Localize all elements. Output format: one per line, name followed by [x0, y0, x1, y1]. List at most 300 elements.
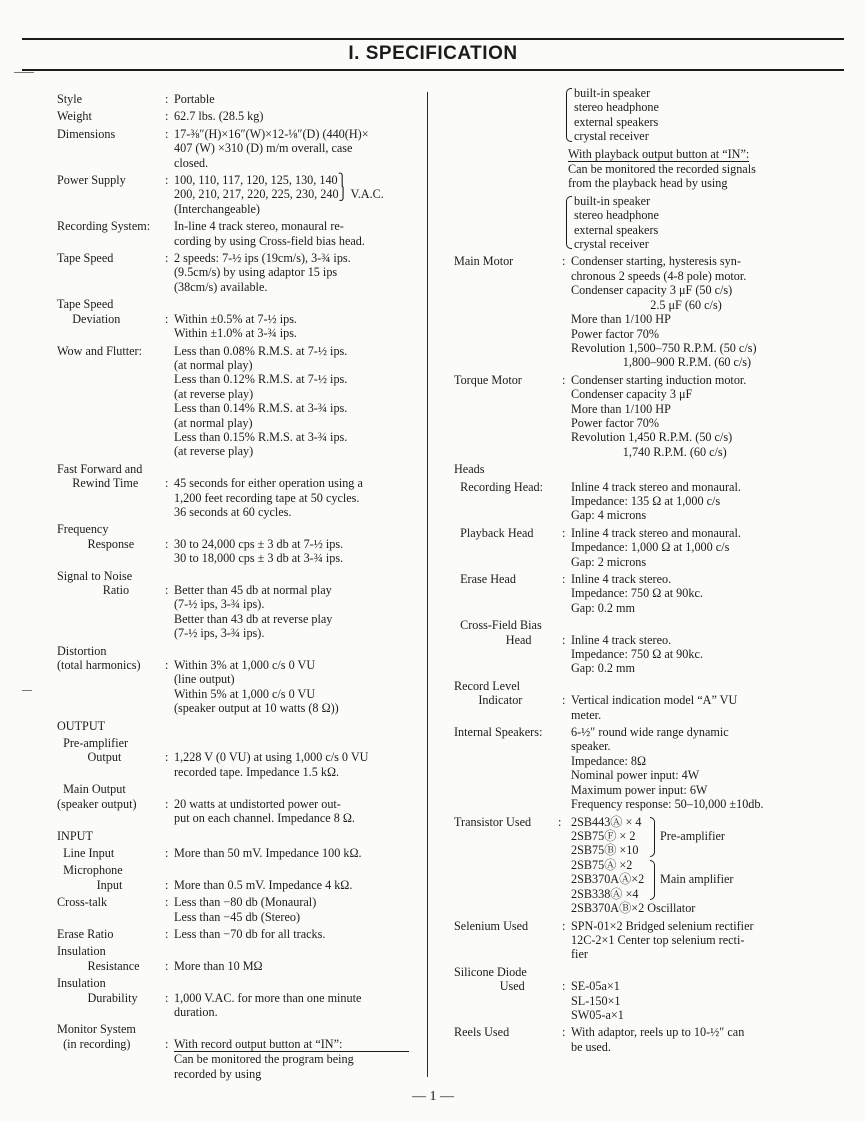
- spec-separator: :: [165, 1036, 169, 1051]
- spec-separator: :: [562, 254, 566, 269]
- list-item: external speakers: [574, 222, 659, 237]
- spec-label-line: Microphone: [57, 863, 123, 878]
- section-heading: OUTPUT: [57, 718, 106, 733]
- spec-separator: :: [165, 582, 169, 597]
- spec-row: [454, 526, 806, 569]
- spec-row: [454, 572, 806, 615]
- spec-row: [57, 1022, 409, 1081]
- transistor-item: 2SB75Ⓑ ×10: [571, 843, 639, 858]
- spec-label-line: Silicone Diode: [454, 964, 527, 979]
- spec-value-line: Revolution 1,450 R.P.M. (50 c/s): [571, 430, 733, 445]
- spec-row: [57, 297, 409, 340]
- title-bottom-rule: [22, 69, 844, 71]
- spec-label: [57, 976, 138, 1005]
- spec-value-line: SPN-01×2 Bridged selenium rectifier: [571, 918, 754, 933]
- spec-label-line: Ratio: [57, 583, 130, 597]
- list-item: external speakers: [574, 114, 659, 129]
- spec-label: [57, 109, 92, 123]
- spec-label-line: Recording Head:: [454, 479, 544, 494]
- spec-value-line: 1,000 V.AC. for more than one minute: [174, 990, 362, 1005]
- group-label: Main amplifier: [660, 871, 734, 886]
- spec-label-line: Record Level: [454, 678, 520, 693]
- spec-label-line: Tape Speed: [57, 297, 114, 312]
- spec-value-line: 200, 210, 217, 220, 225, 230, 240⎭ V.A.C.: [174, 187, 384, 202]
- spec-value-line: Can be monitored the program being: [174, 1052, 354, 1067]
- transistor-item: 2SB338Ⓐ ×4: [571, 886, 639, 901]
- spec-label: [454, 1025, 509, 1039]
- spec-value-line: Less than 0.12% R.M.S. at 7-½ ips.: [174, 372, 348, 387]
- spec-value-line: [174, 569, 409, 583]
- spec-label-line: Recording System:: [57, 219, 151, 234]
- spec-row: [57, 251, 409, 294]
- spec-value-line: Impedance: 750 Ω at 90kc.: [571, 586, 703, 601]
- spec-label-line: Line Input: [57, 845, 115, 860]
- spec-label: [57, 344, 142, 358]
- spec-value-line: [571, 679, 806, 693]
- spec-value: [174, 127, 409, 170]
- spec-label: [454, 254, 513, 268]
- spec-label-line: Resistance: [57, 958, 140, 973]
- spec-value-line: 1,200 feet recording tape at 50 cycles.: [174, 490, 360, 505]
- list-item: built-in speaker: [574, 86, 651, 100]
- spec-value-line: [174, 297, 409, 311]
- spec-label-line: Reels Used: [454, 1025, 510, 1040]
- spec-value-line: More than 10 MΩ: [174, 958, 263, 973]
- spec-value-line: Gap: 4 microns: [571, 508, 647, 523]
- spec-value-line: Within ±1.0% at 3-¾ ips.: [174, 326, 297, 341]
- spec-separator: :: [165, 926, 169, 941]
- spec-value: [571, 480, 806, 523]
- spec-separator: :: [165, 845, 169, 860]
- spec-value-line: Less than −80 db (Monaural): [174, 895, 317, 910]
- spec-value: [174, 462, 409, 520]
- spec-separator: :: [165, 311, 169, 326]
- spec-label-line: (speaker output): [57, 796, 137, 811]
- spec-value: [174, 569, 409, 641]
- spec-row: [454, 919, 806, 962]
- spec-label-line: Power Supply: [57, 173, 126, 188]
- spec-separator: :: [165, 895, 169, 910]
- spec-label-line: Tape Speed: [57, 251, 114, 266]
- spec-row: [57, 644, 409, 716]
- spec-separator: :: [562, 632, 566, 647]
- spec-row: [57, 736, 409, 779]
- spec-separator: :: [562, 693, 566, 708]
- spec-separator: :: [562, 918, 566, 933]
- spec-value-line: 36 seconds at 60 cycles.: [174, 504, 292, 519]
- spec-label-line: Input: [57, 877, 123, 892]
- spec-value-line: (at reverse play): [174, 386, 254, 401]
- spec-label: [454, 725, 542, 739]
- brace-symbol: [566, 196, 572, 250]
- page-number: — 1 —: [412, 1089, 454, 1104]
- spec-value-line: 30 to 18,000 cps ± 3 db at 3-¾ ips.: [174, 551, 344, 566]
- spec-value-line: Within ±0.5% at 7-½ ips.: [174, 311, 297, 326]
- spec-label-line: Monitor System: [57, 1022, 136, 1037]
- spec-value-line: (Interchangeable): [174, 201, 260, 216]
- list-item: crystal receiver: [574, 129, 649, 144]
- spec-value-line: fier: [571, 947, 588, 962]
- spec-row: [454, 679, 806, 722]
- list-item: built-in speaker: [574, 193, 651, 208]
- spec-row: [454, 254, 806, 369]
- spec-value-line: Impedance: 135 Ω at 1,000 c/s: [571, 493, 721, 508]
- spec-row: [57, 173, 409, 216]
- spec-value: [571, 919, 806, 962]
- section-heading: INPUT: [57, 828, 93, 843]
- spec-label-line: Main Motor: [454, 254, 514, 269]
- spec-value-line: Inline 4 track stereo and monaural.: [571, 525, 741, 540]
- spec-value-line: 100, 110, 117, 120, 125, 130, 140⎫: [174, 173, 347, 188]
- spec-value-line: recorded tape. Impedance 1.5 kΩ.: [174, 764, 340, 779]
- spec-value: [571, 526, 806, 569]
- spec-value: [174, 782, 409, 825]
- spec-separator: :: [562, 979, 566, 994]
- spec-value-line: (at normal play): [174, 415, 253, 430]
- spec-value-line: Less than −45 db (Stereo): [174, 909, 301, 924]
- spec-value-line: With adaptor, reels up to 10-½″ can: [571, 1025, 745, 1040]
- spec-label: [57, 92, 82, 106]
- spec-label-line: Insulation: [57, 944, 106, 959]
- spec-separator: :: [562, 372, 566, 387]
- spec-value-line: [174, 522, 409, 536]
- spec-value: [174, 736, 409, 779]
- spec-label: [57, 644, 141, 673]
- spec-value-line: Condenser capacity 3 μF (50 c/s): [571, 283, 733, 298]
- playback-line: from the playback head by using: [568, 176, 728, 191]
- spec-value-line: Gap: 0.2 mm: [571, 661, 635, 676]
- spec-label-line: Cross-talk: [57, 895, 108, 910]
- spec-row: [57, 863, 409, 892]
- brace-symbol: [650, 860, 655, 900]
- spec-value: [174, 109, 409, 123]
- spec-value: [174, 1022, 409, 1081]
- spec-value-line: 17-⅜″(H)×16″(W)×12-⅛″(D) (440(H)×: [174, 126, 369, 141]
- spec-value-line: SL-150×1: [571, 993, 621, 1008]
- monitor-outputs-list: [564, 86, 806, 144]
- spec-value-line: (7-½ ips, 3-¾ ips).: [174, 626, 265, 641]
- spec-label-line: (in recording): [57, 1036, 131, 1051]
- spec-value-line: closed.: [174, 155, 209, 170]
- spec-row: [57, 976, 409, 1019]
- spec-label-line: Response: [57, 536, 135, 551]
- spec-value-line: Condenser starting induction motor.: [571, 372, 747, 387]
- transistor-item: 2SB75Ⓕ × 2: [571, 828, 636, 843]
- playback-monitor-text: [568, 147, 806, 191]
- spec-separator: :: [562, 525, 566, 540]
- spec-value-line: [571, 965, 806, 979]
- list-item: stereo headphone: [574, 208, 659, 223]
- spec-label-line: Output: [57, 750, 122, 765]
- spec-row: [57, 569, 409, 641]
- spec-value: [571, 1025, 806, 1054]
- spec-value-line: (38cm/s) available.: [174, 279, 268, 294]
- spec-value-line: 62.7 lbs. (28.5 kg): [174, 109, 264, 124]
- spec-value-line: (speaker output at 10 watts (8 Ω)): [174, 701, 339, 716]
- spec-label-line: Used: [454, 979, 525, 994]
- spec-value-line: recorded by using: [174, 1066, 262, 1081]
- spec-value-line: Impedance: 8Ω: [571, 753, 647, 768]
- spec-value-line: 2 speeds: 7-½ ips (19cm/s), 3-¾ ips.: [174, 251, 351, 266]
- spec-row: [454, 618, 806, 676]
- spec-label: [57, 462, 142, 491]
- spec-value-line: (at normal play): [174, 357, 253, 372]
- spec-value-line: 1,740 R.P.M. (60 c/s): [571, 444, 727, 459]
- spec-row: [454, 373, 806, 459]
- section-heading: Heads: [454, 462, 485, 477]
- spec-value: [174, 251, 409, 294]
- spec-separator: :: [165, 990, 169, 1005]
- spec-value-line: [174, 944, 409, 958]
- spec-label: [57, 927, 114, 941]
- right-after-specs: [454, 919, 806, 1055]
- margin-mark: [14, 72, 34, 73]
- spec-label: [57, 127, 115, 141]
- spec-value: [174, 846, 409, 860]
- spec-value-line: Revolution 1,500–750 R.P.M. (50 c/s): [571, 340, 757, 355]
- spec-value-line: Inline 4 track stereo.: [571, 572, 672, 586]
- spec-label: Transistor Used: [454, 814, 532, 829]
- spec-value-line: Less than 0.08% R.M.S. at 7-½ ips.: [174, 343, 348, 358]
- spec-value: [174, 863, 409, 892]
- spec-value-line: Maximum power input: 6W: [571, 782, 708, 797]
- spec-label: [57, 173, 126, 187]
- spec-label: [57, 846, 114, 860]
- spec-label: [57, 1022, 136, 1051]
- spec-label: [454, 679, 522, 708]
- spec-row: [57, 846, 409, 860]
- spec-row: [57, 522, 409, 565]
- spec-value-line: [174, 976, 409, 990]
- spec-label-line: Signal to Noise: [57, 568, 133, 583]
- spec-value-line: 30 to 24,000 cps ± 3 db at 7-½ ips.: [174, 536, 344, 551]
- spec-separator: :: [562, 572, 566, 586]
- transistor-item: 2SB443Ⓐ × 4: [571, 814, 642, 829]
- spec-value: [571, 618, 806, 676]
- spec-value-line: Condenser starting, hysteresis syn-: [571, 254, 741, 269]
- spec-value-line: [174, 782, 409, 796]
- transistor-item: 2SB75Ⓐ ×2: [571, 857, 633, 872]
- group-label: Pre-amplifier: [660, 828, 725, 843]
- spec-value-line: [174, 1022, 409, 1036]
- spec-value-line: Gap: 2 microns: [571, 554, 647, 569]
- spec-separator: :: [165, 251, 169, 266]
- spec-value: [571, 254, 806, 369]
- spec-value: [571, 725, 806, 811]
- left-column: [57, 92, 409, 1084]
- spec-label-line: Torque Motor: [454, 372, 522, 387]
- spec-value-line: (7-½ ips, 3-¾ ips).: [174, 597, 265, 612]
- spec-value-line: Frequency response: 50–10,000 ±10db.: [571, 797, 764, 812]
- spec-value-line: 407 (W) ×310 (D) m/m overall, case: [174, 141, 353, 156]
- spec-value-line: Better than 43 db at reverse play: [174, 611, 333, 626]
- spec-value-line: More than 1/100 HP: [571, 401, 671, 416]
- spec-value-line: chronous 2 speeds (4-8 pole) motor.: [571, 268, 747, 283]
- playback-line: With playback output button at “IN”:: [568, 146, 750, 161]
- spec-label-line: Head: [454, 632, 532, 647]
- spec-value: [174, 522, 409, 565]
- spec-separator: :: [165, 750, 169, 765]
- spec-row: [57, 219, 409, 248]
- spec-label: [454, 480, 543, 494]
- brace-symbol: [566, 88, 572, 142]
- spec-label-line: Durability: [57, 990, 138, 1005]
- spec-value: [174, 895, 409, 924]
- column-divider: [427, 92, 428, 1077]
- list-item: crystal receiver: [574, 237, 649, 252]
- spec-value-line: In-line 4 track stereo, monaural re-: [174, 219, 344, 234]
- spec-separator: :: [165, 173, 169, 188]
- spec-value-line: put on each channel. Impedance 8 Ω.: [174, 811, 355, 826]
- spec-label: [454, 965, 527, 994]
- transistor-spec: [454, 815, 806, 916]
- spec-label: [57, 297, 120, 326]
- spec-label: [57, 895, 107, 909]
- spec-separator: :: [562, 1025, 566, 1040]
- spec-label-line: Playback Head: [454, 525, 534, 540]
- spec-label-line: Indicator: [454, 693, 523, 708]
- spec-label-line: Selenium Used: [454, 918, 529, 933]
- spec-row: [454, 965, 806, 1023]
- spec-row: [454, 725, 806, 811]
- spec-label: [454, 526, 534, 540]
- spec-label-line: Fast Forward and: [57, 461, 143, 476]
- spec-value-line: Impedance: 1,000 Ω at 1,000 c/s: [571, 540, 730, 555]
- spec-value-line: With record output button at “IN”:: [174, 1037, 409, 1052]
- spec-value-line: (at reverse play): [174, 444, 254, 459]
- spec-value-line: Within 3% at 1,000 c/s 0 VU: [174, 658, 316, 673]
- spec-value-line: Nominal power input: 4W: [571, 768, 700, 783]
- spec-value: [174, 976, 409, 1019]
- spec-label-line: Cross-Field Bias: [454, 618, 542, 633]
- spec-value-line: Condenser capacity 3 μF: [571, 387, 693, 402]
- spec-value-line: meter.: [571, 707, 602, 722]
- spec-row: [57, 895, 409, 924]
- spec-row: [57, 944, 409, 973]
- spec-value-line: Less than 0.15% R.M.S. at 3-¾ ips.: [174, 429, 348, 444]
- spec-label-line: Deviation: [57, 311, 121, 326]
- page-title: I. SPECIFICATION: [348, 43, 518, 64]
- spec-row: [57, 927, 409, 941]
- spec-value: [571, 373, 806, 459]
- spec-value-line: Inline 4 track stereo.: [571, 632, 672, 647]
- spec-label-line: Erase Head: [454, 572, 516, 586]
- spec-row: [57, 462, 409, 520]
- spec-value: [174, 173, 409, 216]
- spec-value-line: Within 5% at 1,000 c/s 0 VU: [174, 686, 316, 701]
- spec-value-line: SW05-a×1: [571, 1007, 624, 1022]
- spec-separator: :: [165, 658, 169, 673]
- spec-label-line: Dimensions: [57, 126, 116, 141]
- spec-label: [57, 782, 137, 811]
- spec-value-line: duration.: [174, 1004, 218, 1019]
- spec-separator: :: [165, 109, 169, 124]
- spec-value-line: 20 watts at undistorted power out-: [174, 796, 341, 811]
- spec-value: [174, 92, 409, 106]
- spec-separator: :: [165, 958, 169, 973]
- spec-value-line: Less than −70 db for all tracks.: [174, 926, 326, 941]
- spec-separator: :: [165, 877, 169, 892]
- spec-value-line: be used.: [571, 1039, 611, 1054]
- spec-label-line: Erase Ratio: [57, 926, 114, 941]
- playback-line: Can be monitored the recorded signals: [568, 162, 756, 177]
- spec-row: [454, 480, 806, 523]
- spec-separator: :: [165, 126, 169, 141]
- spec-value-line: 45 seconds for either operation using a: [174, 476, 363, 491]
- spec-value-line: cording by using Cross-field bias head.: [174, 233, 365, 248]
- spec-value-line: Impedance: 750 Ω at 90kc.: [571, 647, 703, 662]
- spec-value-line: 6-½″ round wide range dynamic: [571, 725, 729, 740]
- spec-label-line: Style: [57, 92, 83, 106]
- transistor-item: 2SB370AⒷ×2 Oscillator: [571, 900, 696, 915]
- spec-row: [57, 109, 409, 123]
- spec-label-line: Rewind Time: [57, 476, 139, 491]
- spec-label-line: Internal Speakers:: [454, 725, 543, 740]
- spec-label-line: (total harmonics): [57, 658, 141, 673]
- spec-separator: :: [165, 536, 169, 551]
- spec-value-line: Better than 45 db at normal play: [174, 583, 332, 597]
- spec-label-line: Weight: [57, 109, 92, 124]
- top-rule: [22, 38, 844, 40]
- spec-value-line: More than 0.5 mV. Impedance 4 kΩ.: [174, 877, 353, 892]
- spec-label: [57, 569, 132, 598]
- spec-row: [57, 344, 409, 459]
- spec-label: [57, 736, 128, 765]
- spec-value: [174, 944, 409, 973]
- playback-outputs-list: [564, 194, 806, 252]
- spec-label: [57, 863, 123, 892]
- spec-label: [57, 522, 134, 551]
- spec-value: [174, 297, 409, 340]
- spec-value-line: [174, 736, 409, 750]
- spec-value-line: 12C-2×1 Center top selenium recti-: [571, 932, 745, 947]
- spec-label-line: Wow and Flutter:: [57, 343, 142, 358]
- spec-value: [571, 679, 806, 722]
- spec-value-line: (9.5cm/s) by using adaptor 15 ips: [174, 265, 338, 280]
- spec-value: [174, 644, 409, 716]
- list-item: stereo headphone: [574, 100, 659, 115]
- spec-label: [454, 373, 522, 387]
- spec-value-line: 2.5 μF (60 c/s): [571, 297, 722, 312]
- spec-value-line: (line output): [174, 672, 235, 687]
- right-column: [454, 86, 806, 1057]
- spec-value: [174, 927, 409, 941]
- spec-row: [57, 92, 409, 106]
- spec-value-line: Less than 0.14% R.M.S. at 3-¾ ips.: [174, 401, 348, 416]
- spec-label: [57, 251, 113, 265]
- spec-row: [57, 782, 409, 825]
- right-specs: [454, 254, 806, 811]
- spec-value-line: speaker.: [571, 739, 611, 754]
- spec-label: [57, 219, 150, 233]
- spec-value-line: Power factor 70%: [571, 415, 659, 430]
- spec-row: [57, 127, 409, 170]
- spec-separator: :: [165, 476, 169, 491]
- spec-label-line: Frequency: [57, 522, 109, 537]
- spec-value-line: [174, 863, 409, 877]
- spec-value-line: [174, 644, 409, 658]
- spec-value: [174, 219, 409, 248]
- spec-value-line: Gap: 0.2 mm: [571, 600, 635, 615]
- spec-value-line: 1,228 V (0 VU) at using 1,000 c/s 0 VU: [174, 750, 369, 765]
- spec-value-line: Power factor 70%: [571, 326, 659, 341]
- spec-value-line: SE-05a×1: [571, 979, 620, 994]
- spec-value: [571, 965, 806, 1023]
- spec-value-line: [174, 462, 409, 476]
- spec-value-line: 1,800–900 R.P.M. (60 c/s): [571, 355, 752, 370]
- spec-value: [571, 572, 806, 615]
- spec-value-line: Portable: [174, 92, 215, 106]
